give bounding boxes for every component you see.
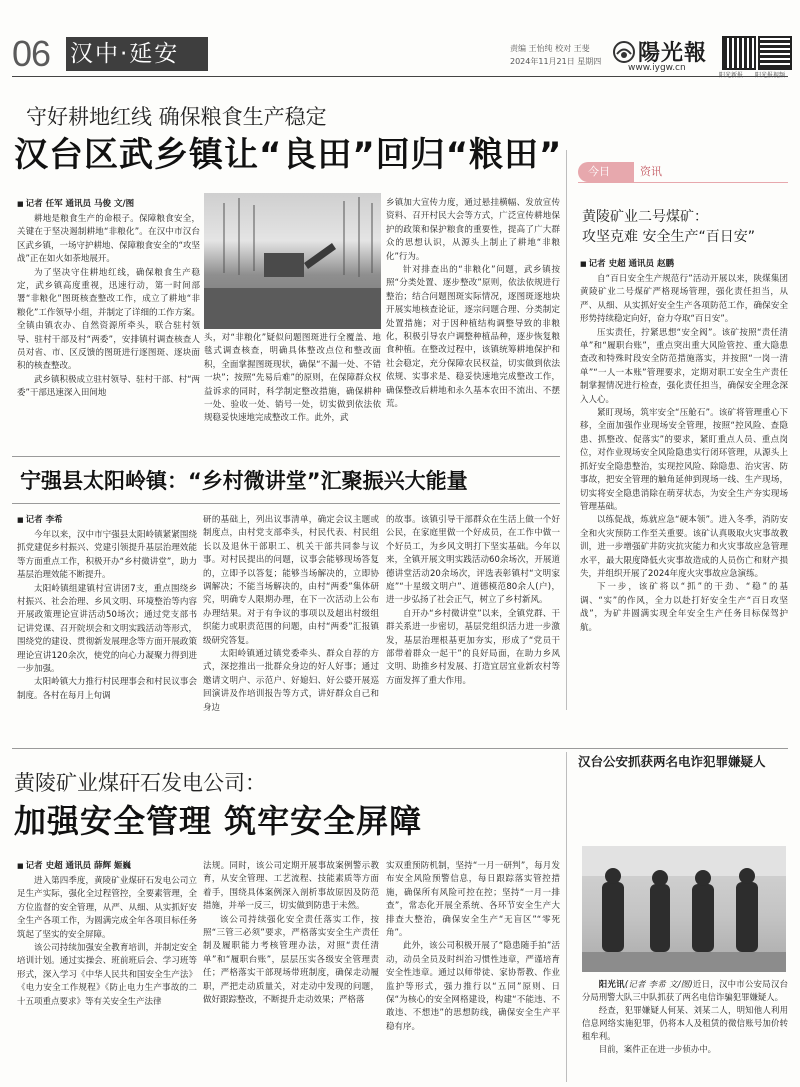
website[interactable]: www.iygw.cn (628, 63, 686, 73)
article3-paragraph: 实双重预防机制，坚持“一月一研判”，每月发布安全风险预警信息，每日跟踪落实管控措施，确保所有风险可控在控；坚持“一月一排查”，常态化开展全系统、各环节安全生产大排查大整治，确保安全生产“无盲区”“零死角”。 (386, 861, 560, 939)
sidebar-paragraph: 压实责任，拧紧思想“安全阀”。该矿按照“责任清单”和“履职台账”，重点突出重大风险管控、重大隐患查改和特殊时段安全防范措施落实，并按照“一岗一清单”“一人一本账”管理要求，定期对职工安全生产责任制掌握情况进行检查，强化责任担当，确保安全理念深入人心。 (580, 327, 788, 405)
article2-paragraph: 的故事。该镇引导干部群众在生活上做一个好公民，在家庭里做一个好成员，在工作中做一个好员工，为乡风文明打下坚实基础。今年以来，全镇开展文明实践活动60余场次，开展道德讲堂活动20余场次，评选表彰镇村“文明家庭”“十星级文明户”、道德模范80余人(户)，进一步弘扬了社会正气，树立了乡村新风。 (386, 515, 560, 606)
article3-col2 (203, 860, 379, 1080)
qr-code-1 (722, 36, 756, 70)
sidebar-paragraph: 自“百日安全生产规范行”活动开展以来，陕煤集团黄陵矿业二号煤矿严格现场管理，强化责任担当，从严、从细、从实抓好安全生产各项防范工作，确保安全形势持续稳定向好，奋力夺取“百日安”。 (580, 274, 788, 325)
article3-paragraph: 进入第四季度，黄陵矿业煤矸石发电公司立足生产实际，强化全过程管控，全要素管理，全方位监督的安全管理，从严、从细、从实抓好安全生产各项工作，为圆满完成全年各项目标任务筑起了坚实的安全屏障。 (17, 876, 197, 940)
police-caption-text: 近日，汉中市公安局汉台分局刑警大队三中队抓获了两名电信诈骗犯罪嫌疑人。 (582, 979, 788, 1002)
article1-paragraph: 头，对“非粮化”疑似问题图斑进行全覆盖、地毯式调查核查，明确具体整改点位和整改面积，全面掌握图斑现状，确保“不漏一处、不错一块”；按照“先易后难”的原则，在保障群众权益诉求的同时，科学制定整改措施，确保耕种一处、验收一处、销号一处，切实做到依法依规稳妥快速地完成整改工作。此外，武 (204, 333, 381, 424)
article2-paragraph: 太阳岭镇大力推行村民理事会和村民议事会制度。各村在每月上旬调 (17, 677, 197, 701)
police-caption (582, 978, 788, 1004)
sidebar-byline: ■ 记者 史超 通讯员 赵鹏 (580, 258, 788, 271)
info-tag-label: 资讯 (640, 165, 662, 178)
article1-paragraph: 武乡镇积极成立驻村领导、驻村干部、村“两委”干部迅速深入田间地 (17, 374, 200, 399)
article3-kicker: 黄陵矿业煤矸石发电公司： (14, 771, 266, 795)
header-editors: 责编 王怡纯 校对 王斐 (510, 44, 590, 53)
divider (12, 503, 560, 504)
article2-col1 (17, 514, 197, 739)
today-tag-label: 今日 (588, 165, 610, 178)
sidebar-title-line1: 黄陵矿业二号煤矿： (582, 209, 708, 225)
sidebar-paragraph: 下一步，该矿将以“抓”的干劲、“稳”的基调、“实”的作风，全力以赴打好安全生产“百日攻坚战”，为矿井圆满实现全年安全生产任务目标保驾护航。 (580, 582, 788, 633)
article3-paragraph: 该公司持续强化安全责任落实工作，按照“三管三必须”要求，严格落实安全生产责任制及履职能力考核管理办法，对照“责任清单”和“履职台账”，层层压实各级安全管理责任；严格落实干部现场带班制度，确保走动履职，严把走动质量关，对走动中发现的问题，做好跟踪整改，不断提升走动效果；严格落 (203, 914, 379, 1006)
article1-paragraph: 针对排查出的“非粮化”问题，武乡镇按照“分类处置、逐步整改”原则，依法依规进行整治；结合问题图斑实际情况，逐图斑逐地块开展实地核查论证，逐宗问题合理、分类制定处置措施；对于因种植结构调整导致的非粮化，积极引导农户调整种植品种，逐步恢复粮食种植。在整改过程中，该镇统筹耕地保护和社会稳定，充分保障农民权益，切实做到依法依规、实事求是、稳妥快速地完成整改工作，确保整改后耕地和永久基本农田不流出、不摆荒。 (386, 265, 560, 410)
article1-paragraph: 乡镇加大宣传力度，通过悬挂横幅、发放宣传资料、召开村民大会等方式，广泛宣传耕地保护的政策和保护粮食的重要性，提高了广大群众的思想认识，从源头上制止了耕地“非粮化”行为。 (386, 198, 560, 262)
article3-paragraph: 此外，该公司积极开展了“隐患随手拍”活动，动员全员及时纠治习惯性违章，严谨培育安全性违章。通过以师带徒、家协帮教、作业监护等形式，强力推行以“五同”原则、日保“为核心的安全网格建设，构建“不能违、不敢违、不想违”的思想防线，确保安全生产平稳有序。 (386, 941, 560, 1032)
header-rule (12, 76, 788, 77)
article1-col1 (17, 198, 200, 450)
article2-title: 宁强县太阳岭镇：“乡村微讲堂”汇聚振兴大能量 (20, 469, 468, 493)
police-paragraph: 经查，犯罪嫌疑人何某、刘某二人，明知他人利用信息网络实施犯罪，仍将本人及租赁的微信账号加价转租牟利。 (582, 1005, 788, 1041)
tag-underline (578, 182, 788, 183)
header-date: 2024年11月21日 星期四 (510, 57, 602, 66)
article1-paragraph: 为了坚决守住耕地红线，确保粮食生产稳定，武乡镇高度重视，迅速行动，第一时间部署“非粮化”图斑核查整改工作，成立了耕地“非粮化”工作领导小组，并制定了详细的工作方案。全镇由镇农办、自然资源所牵头，联合驻村领导、驻村干部及村“两委”，安排镇村调查核查人员对省、市、区反馈的图斑进行逐图斑、逐块面积的核查整改。 (17, 267, 200, 372)
article3-paragraph: 法规。同时，该公司定期开展事故案例警示教育，从安全管理、工艺流程、技能素质等方面着手，围绕具体案例深入剖析事故原因及防范措施，并举一反三，切实做到防患于未然。 (203, 861, 379, 912)
article3-col1 (17, 860, 197, 1080)
article1-paragraph: 耕地是粮食生产的命根子。保障粮食安全，关键在于坚决遏制耕地“非粮化”。在汉中市汉台区武乡镇，一场守护耕地、保障粮食安全的“攻坚战”正在如火如荼地展开。 (17, 214, 200, 265)
article1-byline: ■ 记者 任军 通讯员 马俊 文/图 (17, 198, 200, 211)
article1-photo (204, 193, 381, 329)
article3-title: 加强安全管理 筑牢安全屏障 (14, 802, 423, 840)
divider (12, 748, 788, 749)
paper-name: 陽光報 (638, 40, 708, 66)
qr-caption-1 (719, 70, 743, 79)
article2-col2 (203, 514, 379, 739)
page-number: 06 (12, 33, 51, 74)
divider (566, 752, 567, 1082)
sidebar-paragraph: 以练促战，炼就应急“硬本领”。进入冬季，消防安全和火灾预防工作至关重要。该矿认真吸取火灾事故教训，进一步增强矿井防灾抗灾能力和火灾事故应急管理水平，最大限度降低火灾事故造成的人员伤亡和财产损失，并组织开展了2024年度火灾事故应急演练。 (580, 515, 788, 579)
sun-logo-icon (612, 40, 636, 64)
article1-col2 (204, 332, 381, 450)
article2-paragraph: 太阳岭镇通过镇党委牵头、群众自荐的方式，深挖推出一批群众身边的好人好事；通过邀请文明户、示范户、好媳妇、好公婆开展巡回演讲及作培训报告等方式，讲好群众自己和身边 (203, 649, 379, 713)
article2-paragraph: 自开办“乡村微讲堂”以来，全镇党群、干群关系进一步密切，基层党组织活力进一步激发，基层治理根基更加夯实，形成了“党员干部带着群众一起干”的良好局面，在助力乡风文明、助推乡村发展、打造宜居宜业新农村等方面发挥了重大作用。 (386, 608, 560, 686)
police-paragraph: 目前，案件正在进一步侦办中。 (598, 1044, 717, 1054)
police-title: 汉台公安抓获两名电诈犯罪嫌疑人 (578, 754, 766, 769)
article2-col3 (386, 514, 560, 739)
police-body (582, 978, 788, 1084)
police-caption-reporter: (记者 李希 文/图) (624, 979, 693, 989)
divider (566, 150, 567, 710)
sidebar-body (580, 258, 788, 708)
section-title: 汉中·延安 (70, 41, 180, 67)
police-photo (582, 846, 786, 972)
article2-paragraph: 研的基础上，列出议事清单，确定会议主题或制度点，由村党支部牵头，村民代表、村民组长以及退休干部职工、机关干部共同参与议事。对村民提出的问题，议事会能够现场答复的，立即予以答复；能够当场解决的，立即协调解决；不能当场解决的，由村“两委”集体研究，明确专人限期办理，在下一次活动上公布办理结果。对于有争议的事项以及超出村级组织能力或职责范围的问题，由村“两委”汇报镇级研究答复。 (203, 515, 379, 646)
article1-col3 (386, 197, 560, 450)
article1-title: 汉台区武乡镇让“良田”回归“粮田” (14, 135, 563, 175)
article1-kicker: 守好耕地红线 确保粮食生产稳定 (26, 105, 327, 129)
sidebar-title-line2: 攻坚克难 安全生产“百日安” (582, 229, 755, 245)
article3-col3 (386, 860, 560, 1080)
qr-code-2 (758, 36, 792, 70)
article2-paragraph: 今年以来，汉中市宁强县太阳岭镇紧紧围绕抓党建促乡村振兴、党建引领提升基层治理效能等方面重点工作，积极开办“乡村微讲堂”，助力基层治理效能不断提升。 (17, 530, 197, 581)
article2-paragraph: 太阳岭镇组建镇村宣讲团7支，重点围绕乡村振兴、社会治理、乡风文明、环境整治等内容开展政策理论宣讲活动50场次；通过党支部书记讲党课、召开院坝会和文明实践活动等形式，围绕党的建设、贯彻新发展理念等方面开展政策理论宣讲120余次，使党的向心力凝聚力得到进一步加强。 (17, 583, 197, 675)
article2-byline: ■ 记者 李希 (17, 514, 197, 527)
article3-paragraph: 该公司持续加强安全教育培训，并制定安全培训计划。通过实操会、班前班后会、学习班等形式，深入学习《中华人民共和国安全生产法》《电力安全工作规程》《防止电力生产事故的二十五项重点要求》等有关安全生产法律 (17, 943, 197, 1007)
sidebar-paragraph: 紧盯现场，筑牢安全“压舱石”。该矿将管理重心下移，全面加强作业现场安全管理，按照“控风险、查隐患、抓整改、促落实”的要求，紧盯重点人员、重点岗位，对作业现场安全风险隐患实行闭环管理，从源头上抓好安全隐患整治，实现控风险、除隐患、治灾害、防事故，把安全管理的触角延伸到现场一线、生产现场，切实将安全隐患消除在萌芽状态，为安全生产夯实现场管理基础。 (580, 408, 788, 512)
police-caption-lead: 阳光讯 (598, 979, 625, 989)
divider (12, 456, 560, 457)
article3-byline: ■ 记者 史超 通讯员 薛辉 姬巍 (17, 860, 197, 873)
qr-caption-2 (755, 70, 785, 79)
